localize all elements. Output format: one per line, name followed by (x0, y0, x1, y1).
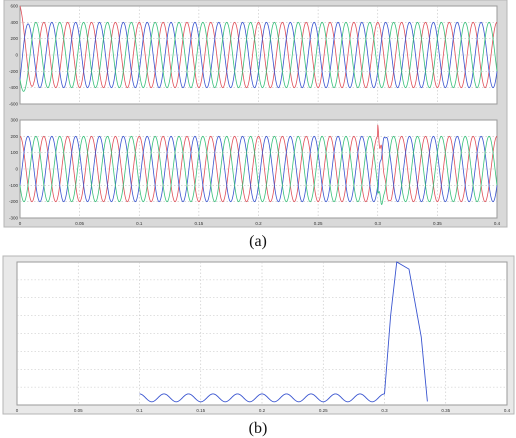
plot-a-top (9, 4, 497, 107)
y-tick-label: 400 (10, 19, 18, 25)
caption-a: (a) (249, 233, 267, 250)
y-tick-label: -100 (8, 182, 18, 188)
y-tick-label: 200 (10, 133, 18, 139)
plot-a-bottom (9, 118, 501, 227)
x-tick-label: 0.35 (441, 408, 451, 413)
y-tick-label: -400 (8, 85, 18, 91)
x-tick-label: 0.4 (493, 221, 501, 226)
x-tick-label: 0 (15, 408, 19, 413)
y-tick-label: 300 (10, 117, 18, 123)
x-tick-label: 0.25 (318, 408, 328, 413)
y-tick-label: 0 (15, 166, 18, 172)
y-tick-label: 100 (10, 150, 18, 156)
x-tick-label: 0.3 (381, 408, 388, 413)
x-tick-label: 0.3 (374, 221, 381, 226)
x-tick-label: 0.1 (136, 221, 143, 226)
x-tick-label: 0.05 (75, 221, 85, 226)
x-tick-label: 0 (18, 221, 22, 226)
x-tick-label: 0.05 (73, 408, 83, 413)
y-tick-label: 600 (10, 3, 18, 9)
y-tick-label: -600 (8, 101, 18, 107)
caption-b: (b) (248, 420, 268, 437)
y-tick-label: 200 (10, 36, 18, 42)
x-tick-label: 0.15 (194, 221, 204, 226)
x-tick-label: 0.4 (503, 408, 511, 413)
y-tick-label: 0 (15, 52, 18, 58)
y-tick-label: -300 (8, 215, 18, 221)
y-tick-label: -200 (8, 199, 18, 205)
x-tick-label: 0.15 (196, 408, 206, 413)
x-tick-label: 0.35 (432, 221, 442, 226)
y-tick-label: -200 (8, 68, 18, 74)
plot-b (16, 262, 511, 413)
x-tick-label: 0.1 (136, 408, 143, 413)
x-tick-label: 0.2 (258, 408, 266, 413)
x-tick-label: 0.25 (313, 221, 323, 226)
x-tick-label: 0.2 (255, 221, 262, 226)
